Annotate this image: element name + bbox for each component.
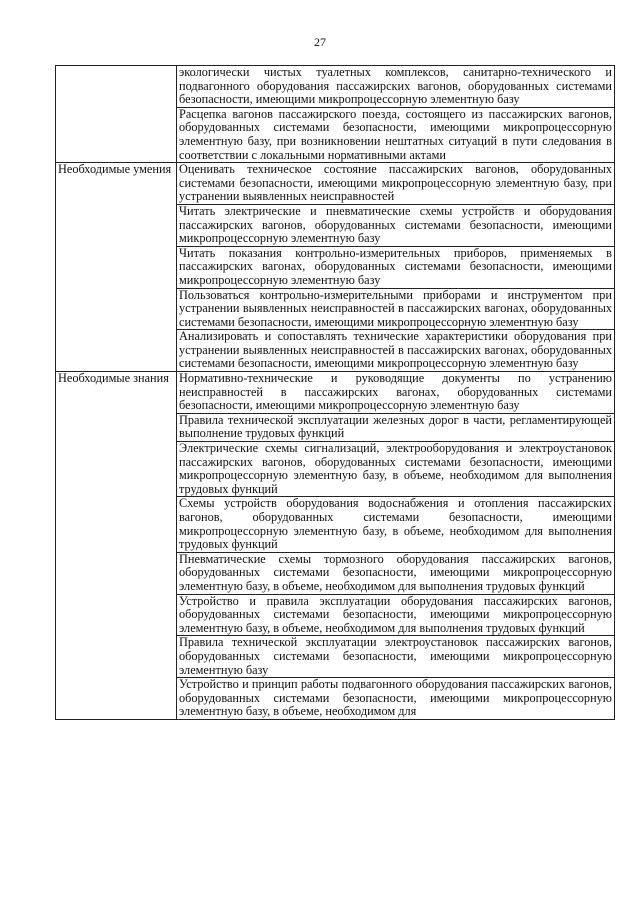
table-row xyxy=(56,372,615,414)
row-content: Устройство и правила эксплуатации оборудования пассажирских вагонов, оборудованных системами безопасности, имеющими микропроцессорную элементную базу, в объеме, необходимом для выполнения трудовых функций xyxy=(177,594,615,636)
row-content: Анализировать и сопоставлять технические характеристики оборудования при устранении выявленных неисправностей в пассажирских вагонах, оборудованных системами безопасности, имеющими микропроцессорную элементную базу xyxy=(177,330,615,372)
row-content: Схемы устройств оборудования водоснабжения и отопления пассажирских вагонов, оборудованных системами безопасности, имеющими микропроцессорную элементную базу, в объеме, необходимом для выполнения трудовых функций xyxy=(177,497,615,552)
row-content: Правила технической эксплуатации железных дорог в части, регламентирующей выполнение трудовых функций xyxy=(177,413,615,441)
requirements-table xyxy=(55,65,615,720)
row-content: Нормативно-технические и руководящие документы по устранению неисправностей в пассажирских вагонах, оборудованных системами безопасности, имеющими микропроцессорную элементную базу xyxy=(177,372,615,414)
table-body xyxy=(56,66,615,720)
table-row xyxy=(56,66,615,108)
row-content: Оценивать техническое состояние пассажирских вагонов, оборудованных системами безопасности, имеющими микропроцессорную элементную базу, при устранении выявленных неисправностей xyxy=(177,163,615,205)
row-content: Читать показания контрольно-измерительных приборов, применяемых в пассажирских вагонах, оборудованных системами безопасности, имеющими микропроцессорную элементную базу xyxy=(177,246,615,288)
row-label-knowledge: Необходимые знания xyxy=(56,372,177,720)
row-label xyxy=(56,66,177,163)
row-content: Читать электрические и пневматические схемы устройств и оборудования пассажирских вагонов, оборудованных системами безопасности, имеющими микропроцессорную элементную базу xyxy=(177,204,615,246)
page-number: 27 xyxy=(314,35,326,49)
row-content: Электрические схемы сигнализаций, электрооборудования и электроустановок пассажирских вагонов, оборудованных системами безопасности, имеющими микропроцессорную элементную базу, в объеме, необходимом для выполнения трудовых функций xyxy=(177,442,615,497)
row-content: Расцепка вагонов пассажирского поезда, состоящего из пассажирских вагонов, оборудованных системами безопасности, имеющими микропроцессорную элементную базу, при возникновении нештатных ситуаций в пути следования в соответствии с локальными нормативными актами xyxy=(177,107,615,162)
row-content: экологически чистых туалетных комплексов, санитарно-технического и подвагонного оборудования пассажирских вагонов, оборудованных системами безопасности, имеющими микропроцессорную элементную базу xyxy=(177,66,615,108)
table-row xyxy=(56,163,615,205)
row-label-skills: Необходимые умения xyxy=(56,163,177,372)
row-content: Пользоваться контрольно-измерительными приборами и инструментом при устранении выявленных неисправностей в пассажирских вагонах, оборудованных системами безопасности, имеющими микропроцессорную элементную базу xyxy=(177,288,615,330)
row-content: Правила технической эксплуатации электроустановок пассажирских вагонов, оборудованных системами безопасности, имеющими микропроцессорную элементную базу xyxy=(177,636,615,678)
row-content: Пневматические схемы тормозного оборудования пассажирских вагонов, оборудованных системами безопасности, имеющими микропроцессорную элементную базу, в объеме, необходимом для выполнения трудовых функций xyxy=(177,552,615,594)
row-content: Устройство и принцип работы подвагонного оборудования пассажирских вагонов, оборудованных системами безопасности, имеющими микропроцессорную элементную базу, в объеме, необходимом для xyxy=(177,678,615,720)
